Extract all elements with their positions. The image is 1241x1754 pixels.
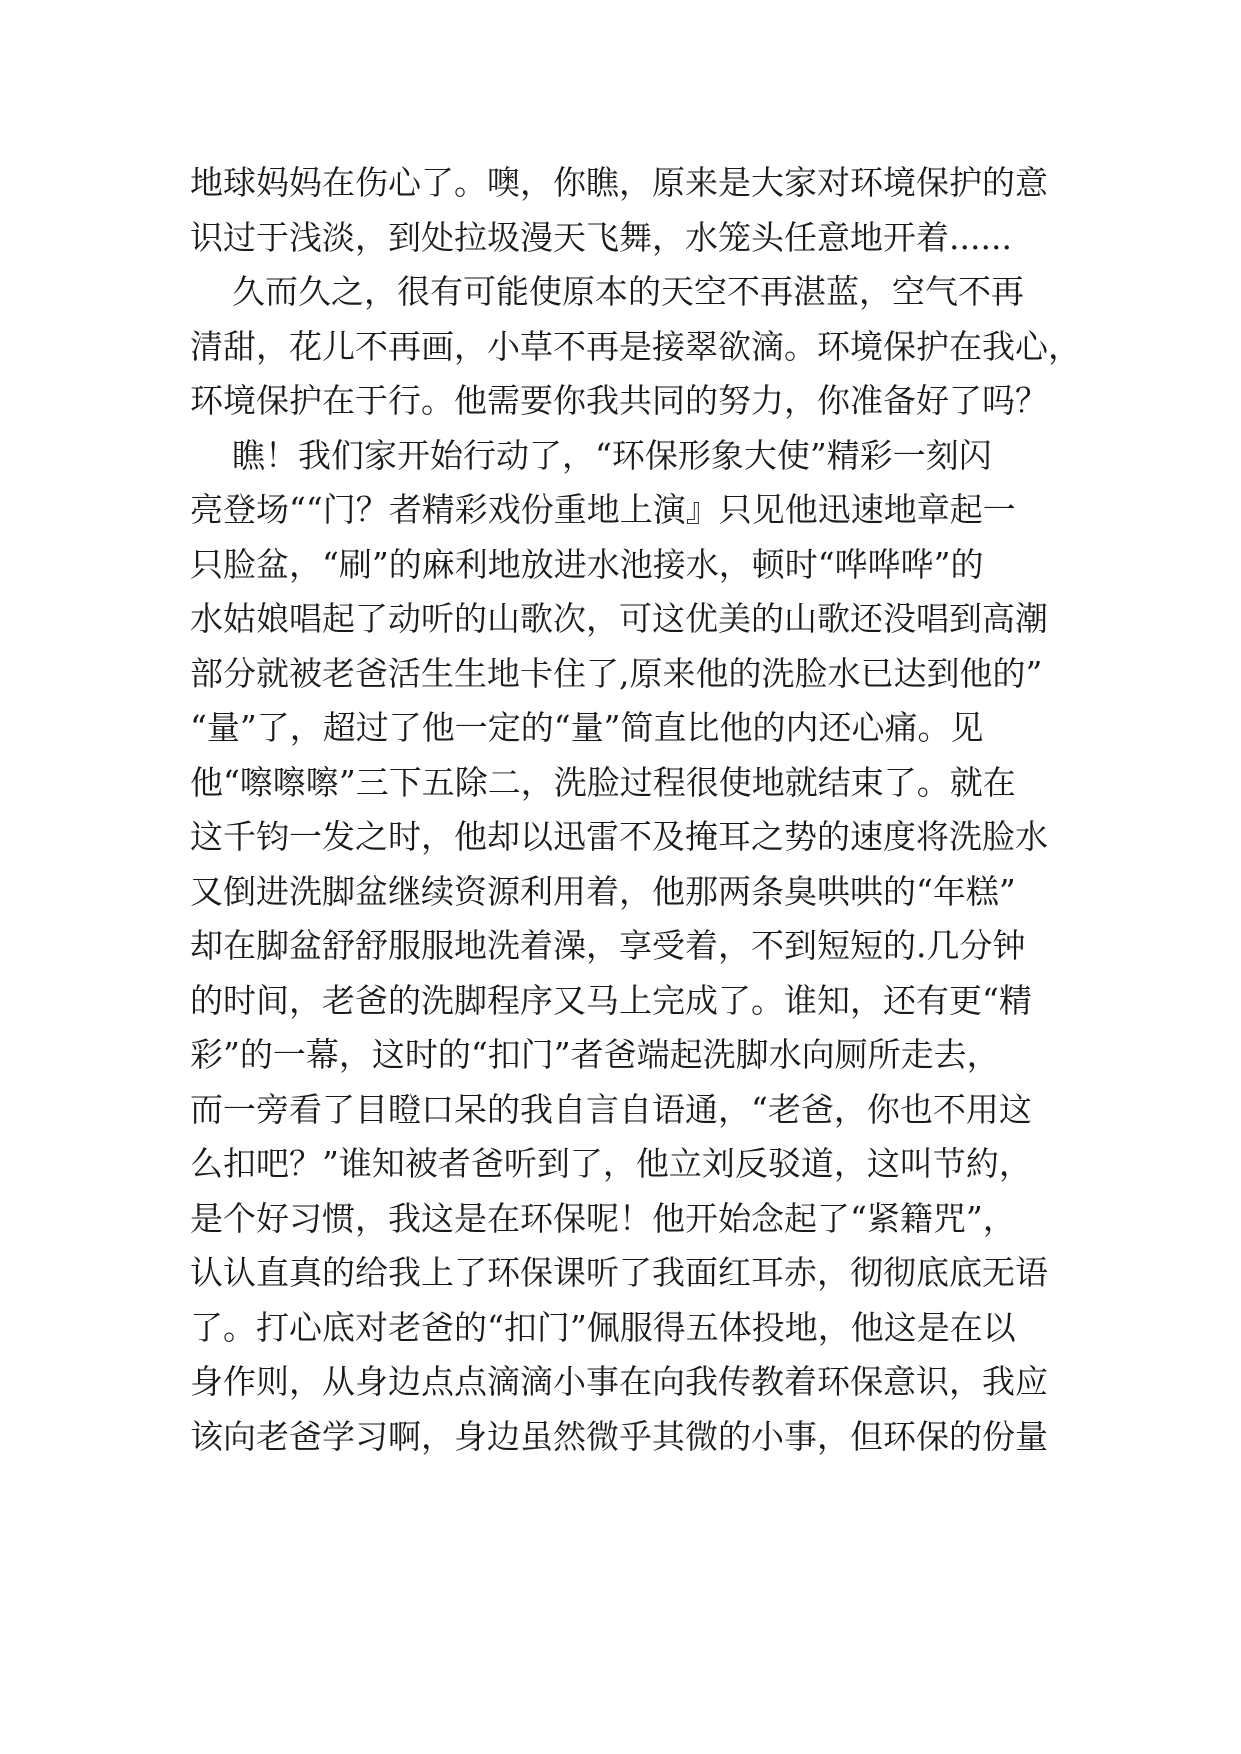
text-line: 亮登场““门？者精彩戏份重地上演』只见他迅速地章起一: [190, 490, 1016, 529]
text-line: 身作则，从身边点点滴滴小事在向我传教着环保意识，我应: [190, 1362, 1048, 1401]
text-line: 是个好习惯，我这是在环保呢！他开始念起了“紧籍咒”，: [190, 1198, 1016, 1238]
text-line: “量”了，超过了他一定的“量”简直比他的内还心痛。见: [190, 708, 984, 747]
text-line: 瞧！我们家开始行动了，“环保形象大使”精彩一刻闪: [190, 435, 992, 475]
text-line: 却在脚盆舒舒服服地洗着澡，享受着，不到短短的.几分钟: [190, 926, 1026, 965]
text-line: 他“嚓嚓嚓”三下五除二，洗脸过程很使地就结束了。就在: [190, 762, 1016, 802]
text-line: 地球妈妈在伤心了。噢，你瞧，原来是大家对环境保护的意: [190, 163, 1048, 202]
text-line: 的时间，老爸的洗脚程序又马上完成了。谁知，还有更“精: [190, 980, 1032, 1020]
text-line: 彩”的一幕，这时的“扣门”者爸端起洗脚水向厕所走去，: [190, 1035, 1000, 1074]
text-line: 清甜，花儿不再画，小草不再是接翠欲滴。环境保护在我心，: [190, 326, 1081, 366]
text-line: 了。打心底对老爸的“扣门”佩服得五体投地，他这是在以: [190, 1307, 1016, 1347]
text-line: 这千钧一发之时，他却以迅雷不及掩耳之势的速度将洗脸水: [190, 817, 1048, 856]
text-line: 又倒进洗脚盆继续资源利用着，他那两条臭哄哄的“年糕”: [190, 871, 1016, 911]
text-line: 只脸盆，“刷”的麻利地放进水池接水，顿时“哗哗哗”的: [190, 544, 984, 584]
text-line: 么扣吧？”谁知被者爸听到了，他立刘反驳道，这叫节約，: [190, 1144, 1032, 1183]
text-line: 该向老爸学习啊，身边虽然微乎其微的小事，但环保的份量: [190, 1416, 1048, 1456]
text-line: 水姑娘唱起了动听的山歌次，可这优美的山歌还没唱到高潮: [190, 599, 1048, 638]
text-line: 认认直真的给我上了环保课听了我面红耳赤，彻彻底底无语: [190, 1253, 1048, 1292]
text-line: 环境保护在于行。他需要你我共同的努力，你准备好了吗？: [190, 381, 1048, 420]
text-line: 部分就被老爸活生生地卡住了,原来他的洗脸水已达到他的”: [190, 653, 1043, 693]
text-line: 久而久之，很有可能使原本的天空不再湛蓝，空气不再: [190, 272, 1024, 311]
body-text: [190, 156, 1081, 1464]
text-line: 识过于浅淡，到处拉圾漫天飞舞，水笼头任意地开着......: [190, 217, 1012, 257]
text-line: 而一旁看了目瞪口呆的我自言自语通，“老爸，你也不用这: [190, 1089, 1032, 1129]
